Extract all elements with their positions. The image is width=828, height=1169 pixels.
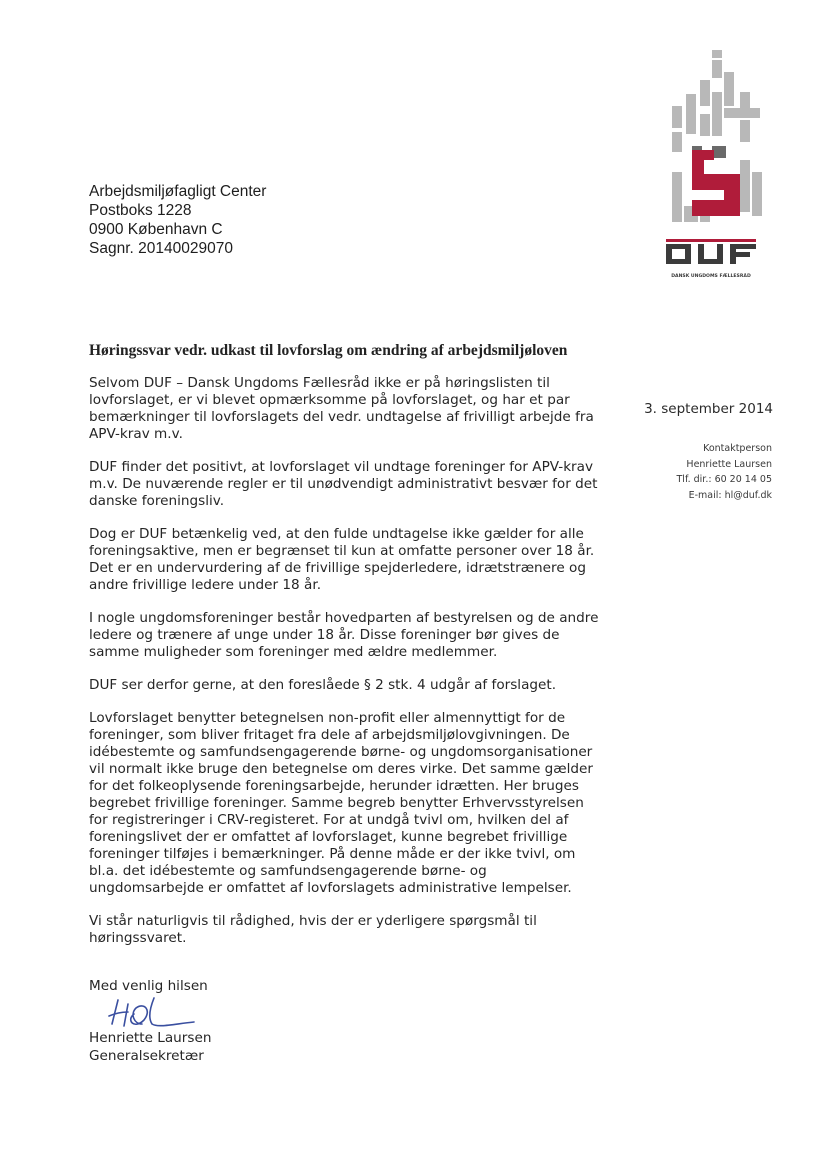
duf-logo (664, 50, 764, 282)
body-paragraph: DUF finder det positivt, at lovforslaget vil undtage foreninger for APV-krav m.v. De nuværende regler er til unødvendigt administrativt besvær for det danske foreningsliv. (89, 459, 598, 509)
recipient-line: 0900 København C (89, 221, 223, 238)
signer-block (89, 1029, 211, 1065)
body-paragraph: Dog er DUF betænkelig ved, at den fulde undtagelse ikke gælder for alle foreningsaktive, men er begrænset til kun at omfatte personer over 18 år. Det er en undervurdering af de frivillige spejderledere, idrætstrænere og andre frivillige ledere under 18 år. (89, 526, 595, 593)
contact-phone: Tlf. dir.: 60 20 14 05 (676, 474, 772, 485)
letter-heading: Høringssvar vedr. udkast til lovforslag om ændring af arbejdsmiljøloven (89, 342, 568, 359)
recipient-line: Postboks 1228 (89, 202, 192, 219)
closing-greeting: Med venlig hilsen (89, 978, 208, 994)
contact-block (677, 441, 773, 503)
letter-body (89, 375, 599, 963)
body-paragraph: Selvom DUF – Dansk Ungdoms Fællesråd ikke er på høringslisten til lovforslaget, er vi blevet opmærksomme på lovforslaget, og har et par bemærkninger til lovforslagets del vedr. undtagelse af frivilligt arbejde fra APV-krav m.v. (89, 375, 594, 442)
recipient-address (89, 182, 266, 258)
handwritten-signature (104, 994, 200, 1034)
body-paragraph: I nogle ungdomsforeninger består hovedparten af bestyrelsen og de andre ledere og trænere af unge under 18 år. Disse foreninger bør gives de samme muligheder som foreninger med ældre medlemmer. (89, 610, 599, 660)
contact-label: Kontaktperson (703, 443, 772, 454)
case-number: Sagnr. 20140029070 (89, 240, 233, 257)
body-paragraph: Vi står naturligvis til rådighed, hvis der er yderligere spørgsmål til høringssvaret. (89, 913, 537, 946)
signer-name: Henriette Laursen (89, 1030, 212, 1046)
recipient-line: Arbejdsmiljøfagligt Center (89, 183, 267, 200)
signer-title: Generalsekretær (89, 1048, 204, 1064)
logo-tagline: DANSK UNGDOMS FÆLLESRÅD (671, 274, 751, 279)
contact-name: Henriette Laursen (686, 458, 772, 470)
body-paragraph: DUF ser derfor gerne, at den foreslåede § 2 stk. 4 udgår af forslaget. (89, 677, 557, 693)
contact-email: E-mail: hl@duf.dk (688, 489, 772, 501)
body-paragraph: Lovforslaget benytter betegnelsen non-profit eller almennyttigt for de foreninger, som bliver fritaget fra dele af arbejdsmiljølovgivningen. De idébestemte og samfundsengagerende børne- og ungdomsorganisationer vil normalt ikke bruge den betegnelse om deres virke. Det samme gælder for det folkeoplysende foreningsarbejde, herunder idrætten. Her bruges begrebet frivillige foreninger. Samme begreb benytter Erhvervsstyrelsen for registreringer i CRV-registeret. For at undgå tvivl om, hvilken del af foreningslivet der er omfattet af lovforslaget, kunne begrebet frivillige foreninger tilføjes i bemærkninger. På denne måde er der ikke tvivl, om bl.a. det idébestemte og samfundsengagerende børne- og ungdomsarbejde er omfattet af lovforslagets administrative lempelser. (89, 710, 593, 896)
letter-date: 3. september 2014 (644, 401, 773, 417)
